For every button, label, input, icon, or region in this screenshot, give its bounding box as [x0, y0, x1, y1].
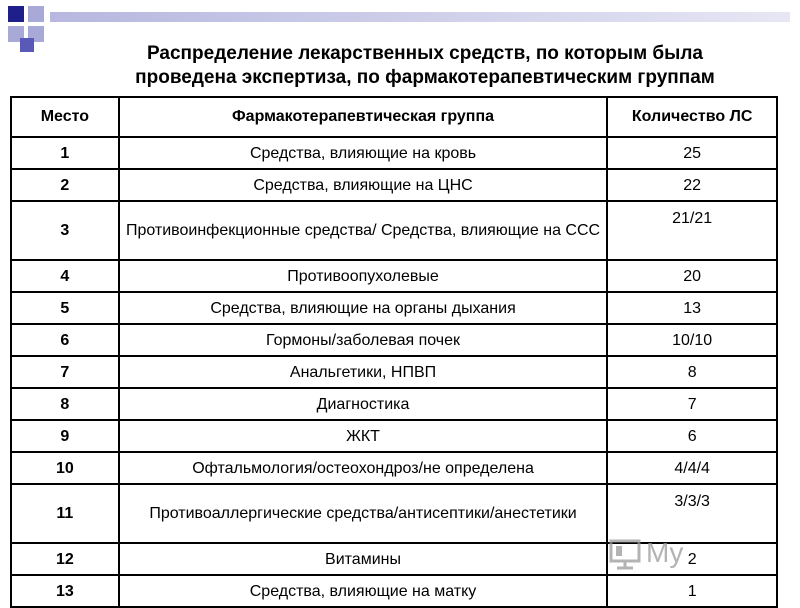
- table-row: [11, 484, 777, 543]
- table-header-row: [11, 97, 777, 137]
- table-row: [11, 324, 777, 356]
- cell-group: Противоинфекционные средства/ Средства, влияющие на ССС: [119, 201, 608, 260]
- table-row: [11, 452, 777, 484]
- cell-group: Офтальмология/остеохондроз/не определена: [119, 452, 608, 484]
- cell-place: 1: [11, 137, 119, 169]
- header-group: Фармакотерапевтическая группа: [119, 97, 608, 137]
- cell-group: Средства, влияющие на матку: [119, 575, 608, 607]
- cell-quantity: 13: [607, 292, 777, 324]
- decor-square: [8, 6, 24, 22]
- cell-group: Анальгетики, НПВП: [119, 356, 608, 388]
- cell-quantity: 6: [607, 420, 777, 452]
- table-row: [11, 356, 777, 388]
- watermark-text: My: [646, 537, 684, 568]
- cell-quantity: 25: [607, 137, 777, 169]
- cell-group: Противоаллергические средства/антисептики/анестетики: [119, 484, 608, 543]
- header-place: Место: [11, 97, 119, 137]
- cell-place: 6: [11, 324, 119, 356]
- header-gradient-bar: [50, 12, 790, 22]
- cell-group: Диагностика: [119, 388, 608, 420]
- cell-quantity: 20: [607, 260, 777, 292]
- cell-quantity: 1: [607, 575, 777, 607]
- title-line-1: Распределение лекарственных средств, по которым была: [146, 43, 704, 64]
- cell-place: 13: [11, 575, 119, 607]
- table-row: [11, 292, 777, 324]
- table-row: [11, 260, 777, 292]
- table-row: [11, 169, 777, 201]
- cell-quantity: 3/3/3: [607, 484, 777, 543]
- cell-quantity: 8: [607, 356, 777, 388]
- table-row: [11, 137, 777, 169]
- cell-quantity: 22: [607, 169, 777, 201]
- table-row: [11, 388, 777, 420]
- cell-place: 10: [11, 452, 119, 484]
- cell-place: 7: [11, 356, 119, 388]
- cell-group: ЖКТ: [119, 420, 608, 452]
- cell-group: Гормоны/заболевая почек: [119, 324, 608, 356]
- cell-place: 9: [11, 420, 119, 452]
- cell-place: 8: [11, 388, 119, 420]
- table-row: [11, 575, 777, 607]
- cell-group: Витамины: [119, 543, 608, 575]
- cell-group: Противоопухолевые: [119, 260, 608, 292]
- decor-square: [20, 38, 34, 52]
- table-row: [11, 420, 777, 452]
- table-row: [11, 543, 777, 575]
- table-row: [11, 201, 777, 260]
- cell-quantity: 2: [607, 543, 777, 575]
- cell-quantity: 7: [607, 388, 777, 420]
- cell-place: 11: [11, 484, 119, 543]
- header-quantity: Количество ЛС: [607, 97, 777, 137]
- cell-quantity: 4/4/4: [607, 452, 777, 484]
- drug-groups-table: [10, 96, 778, 608]
- slide-title: [80, 42, 770, 90]
- cell-place: 4: [11, 260, 119, 292]
- decor-square: [28, 6, 44, 22]
- cell-quantity: 10/10: [607, 324, 777, 356]
- title-line-2: проведена экспертиза, по фармакотерапевтическим группам: [135, 67, 715, 88]
- cell-group: Средства, влияющие на ЦНС: [119, 169, 608, 201]
- cell-group: Средства, влияющие на кровь: [119, 137, 608, 169]
- cell-quantity: 21/21: [607, 201, 777, 260]
- cell-place: 12: [11, 543, 119, 575]
- cell-group: Средства, влияющие на органы дыхания: [119, 292, 608, 324]
- cell-place: 2: [11, 169, 119, 201]
- cell-place: 3: [11, 201, 119, 260]
- cell-place: 5: [11, 292, 119, 324]
